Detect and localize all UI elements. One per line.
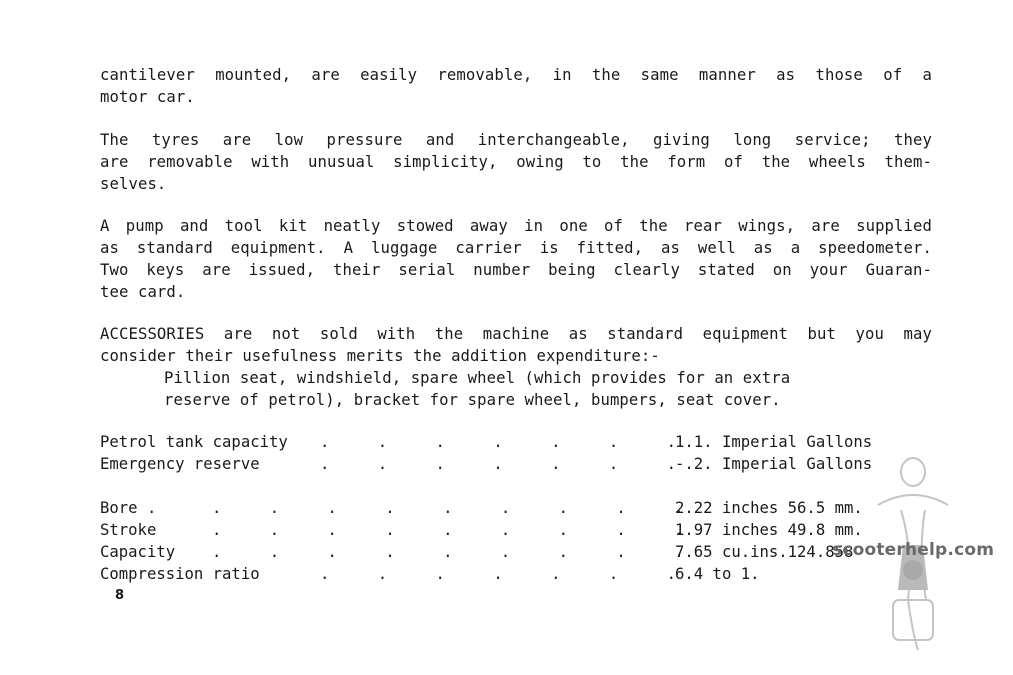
text-line: as standard equipment. A luggage carrier is fitted, as well as a speedometer. <box>100 239 932 257</box>
text-line: consider their usefulness merits the addition expenditure:- <box>100 347 660 365</box>
spec-row-compression-ratio <box>100 563 760 585</box>
spec-row-petrol-tank <box>100 431 873 453</box>
spec-value: 1.1. Imperial Gallons <box>675 433 873 451</box>
paragraph-tool-kit <box>100 215 932 303</box>
leader-dots: . . . . . . . . . <box>212 521 704 539</box>
page-number: 8 <box>115 588 125 603</box>
spec-row-bore <box>100 497 863 519</box>
watermark-text: scooterhelp.com <box>832 540 995 560</box>
leader-dots: . . . . . . . <box>320 455 696 473</box>
text-line: motor car. <box>100 88 195 106</box>
spec-value: 6.4 to 1. <box>675 565 760 583</box>
paragraph-tyres <box>100 129 932 195</box>
spec-value: 2.22 inches 56.5 mm. <box>675 499 863 517</box>
text-line: Pillion seat, windshield, spare wheel (which provides for an extra <box>164 369 791 387</box>
paragraph-wheels <box>100 64 932 108</box>
leader-dots: . . . . . . . <box>320 565 696 583</box>
spec-label: Compression ratio <box>100 565 260 583</box>
text-line: ACCESSORIES are not sold with the machine as standard equipment but you may <box>100 325 932 343</box>
text-line: cantilever mounted, are easily removable, in the same manner as those of a <box>100 66 932 84</box>
spec-row-emergency-reserve <box>100 453 873 475</box>
text-line: The tyres are low pressure and interchangeable, giving long service; they <box>100 131 932 149</box>
text-line: tee card. <box>100 283 186 301</box>
spec-label: Stroke <box>100 521 157 539</box>
paragraph-accessories <box>100 323 932 367</box>
leader-dots: . . . . . . . <box>320 433 696 451</box>
leader-dots: . . . . . . . . . <box>212 543 704 561</box>
text-line: are removable with unusual simplicity, owing to the form of the wheels them- <box>100 153 932 171</box>
text-line: selves. <box>100 175 167 193</box>
spec-label: Emergency reserve <box>100 455 260 473</box>
leader-dots: . . . . . . . . . <box>212 499 704 517</box>
accessories-list <box>100 367 996 411</box>
text-line: A pump and tool kit neatly stowed away in one of the rear wings, are supplied <box>100 217 932 235</box>
text-line: Two keys are issued, their serial number being clearly stated on your Guaran- <box>100 261 932 279</box>
spec-label: Capacity <box>100 543 176 561</box>
spec-label: Bore . <box>100 499 157 517</box>
spec-value: 1.97 inches 49.8 mm. <box>675 521 863 539</box>
spec-value: 7.65 cu.ins.124.858 <box>675 543 854 561</box>
spec-value: -.2. Imperial Gallons <box>675 455 873 473</box>
spec-row-stroke <box>100 519 863 541</box>
spec-row-capacity <box>100 541 854 563</box>
text-line: reserve of petrol), bracket for spare wheel, bumpers, seat cover. <box>164 391 781 409</box>
spec-label: Petrol tank capacity <box>100 433 288 451</box>
